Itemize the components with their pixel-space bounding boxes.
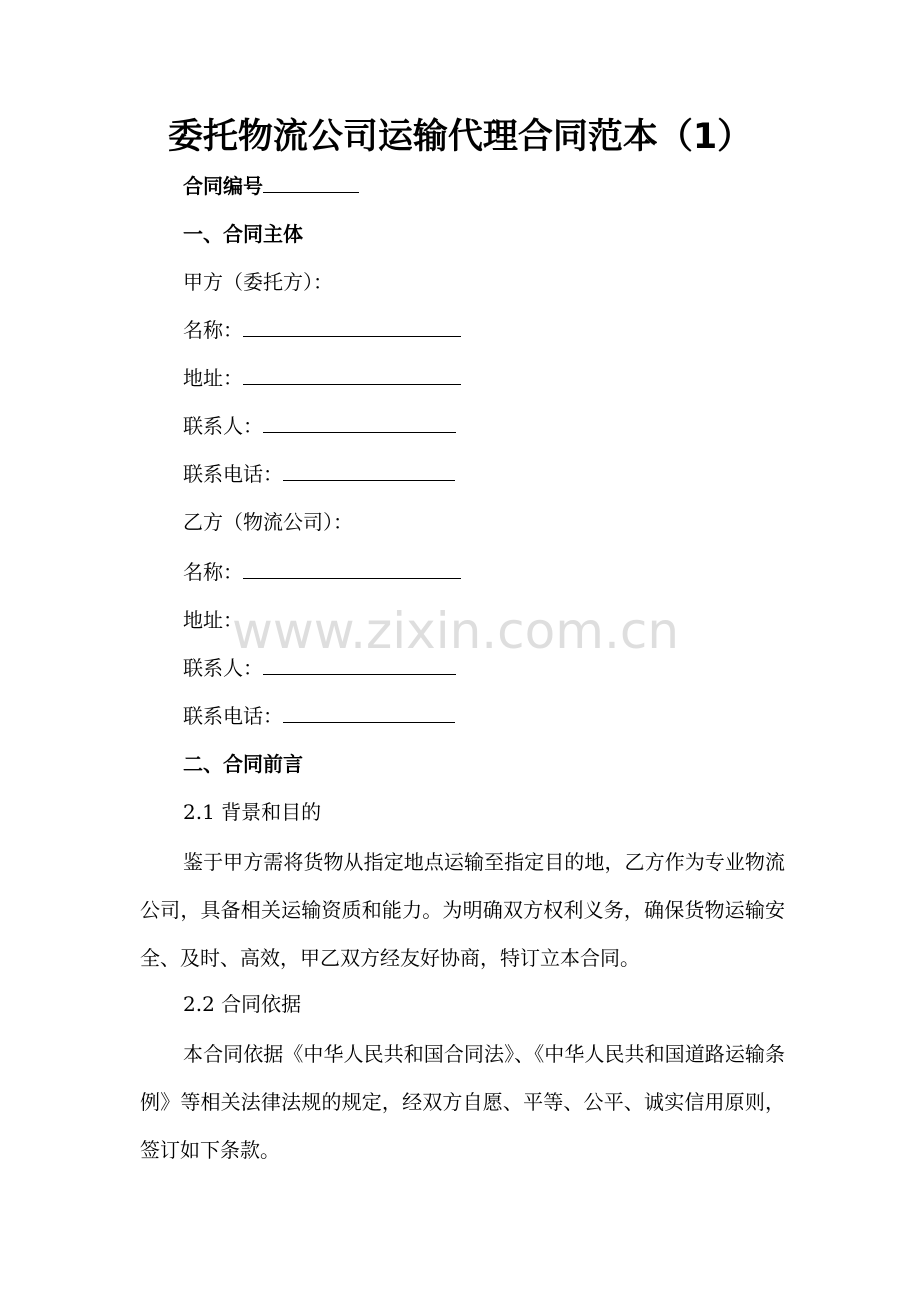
party-a-contact-blank[interactable] — [263, 412, 456, 433]
party-a-contact-line — [183, 412, 456, 440]
contract-number-blank[interactable] — [263, 172, 359, 193]
party-b-name-label: 名称： — [183, 560, 243, 584]
subsection-2-2-heading: 2.2 合同依据 — [183, 992, 302, 1016]
section1-heading: 一、合同主体 — [183, 222, 303, 246]
subsection-2-1-heading: 2.1 背景和目的 — [183, 800, 322, 824]
party-b-phone-label: 联系电话： — [183, 704, 283, 728]
party-b-address-label: 地址： — [183, 608, 243, 632]
contract-number-line — [183, 172, 359, 200]
party-b-name-blank[interactable] — [243, 558, 461, 579]
party-a-address-blank[interactable] — [243, 364, 461, 385]
party-a-name-label: 名称： — [183, 318, 243, 342]
party-a-name-blank[interactable] — [243, 316, 461, 337]
party-b-heading: 乙方（物流公司）： — [183, 510, 353, 534]
party-a-heading: 甲方（委托方）： — [183, 270, 333, 294]
party-a-contact-label: 联系人： — [183, 414, 263, 438]
paragraph-2-2: 本合同依据《中华人民共和国合同法》、《中华人民共和国道路运输条例》等相关法律法规的规定，经双方自愿、平等、公平、诚实信用原则，签订如下条款。 — [140, 1042, 785, 1162]
party-b-phone-line — [183, 702, 455, 730]
paragraph-2-1: 鉴于甲方需将货物从指定地点运输至指定目的地，乙方作为专业物流公司，具备相关运输资质和能力。为明确双方权利义务，确保货物运输安全、及时、高效，甲乙双方经友好协商，特订立本合同。 — [140, 850, 785, 970]
watermark-text: www.zixin.com.cn — [232, 602, 680, 660]
contract-number-label: 合同编号 — [183, 174, 263, 198]
party-b-contact-label: 联系人： — [183, 656, 263, 680]
party-a-phone-label: 联系电话： — [183, 462, 283, 486]
party-b-phone-blank[interactable] — [283, 702, 455, 723]
party-a-address-line — [183, 364, 461, 392]
party-a-phone-blank[interactable] — [283, 460, 455, 481]
party-a-address-label: 地址： — [183, 366, 243, 390]
document-title: 委托物流公司运输代理合同范本（1） — [167, 117, 753, 157]
party-a-name-line — [183, 316, 461, 344]
party-a-phone-line — [183, 460, 455, 488]
party-b-name-line — [183, 558, 461, 586]
section2-heading: 二、合同前言 — [183, 752, 303, 776]
